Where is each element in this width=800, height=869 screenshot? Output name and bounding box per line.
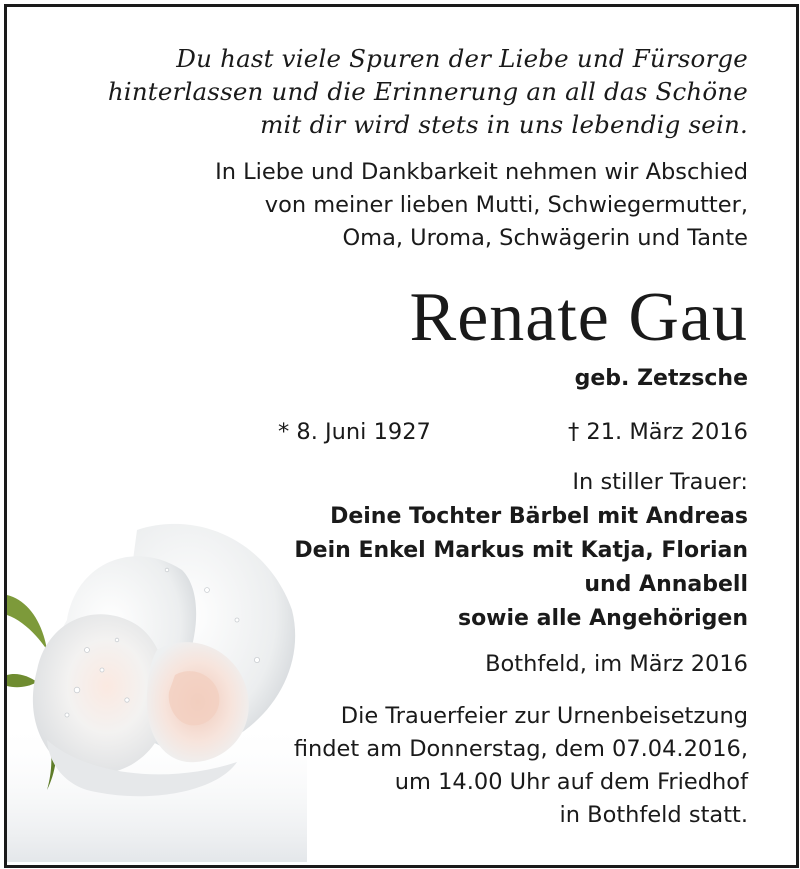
ceremony-line: in Bothfeld statt.: [559, 802, 748, 828]
mourner-line: sowie alle Angehörigen: [457, 606, 748, 631]
birth-date: * 8. Juni 1927: [278, 419, 431, 445]
mourner-line: Deine Tochter Bärbel mit Andreas: [330, 504, 748, 529]
ceremony-line: Die Trauerfeier zur Urnenbeisetzung: [340, 703, 748, 729]
place-date: Bothfeld, im März 2016: [485, 651, 748, 677]
intro-line: In Liebe und Dankbarkeit nehmen wir Abschied: [215, 159, 748, 185]
birth-name: geb. Zetzsche: [574, 366, 748, 391]
ceremony-line: findet am Donnerstag, dem 07.04.2016,: [293, 736, 748, 762]
mourning-heading: In stiller Trauer:: [572, 469, 748, 495]
mourner-line: Dein Enkel Markus mit Katja, Florian: [294, 538, 748, 563]
intro-line: Oma, Uroma, Schwägerin und Tante: [342, 225, 748, 251]
verse-line: hinterlassen und die Erinnerung an all das Schöne: [107, 77, 748, 106]
notice-border: [4, 4, 799, 868]
verse-line: Du hast viele Spuren der Liebe und Fürsorge: [176, 44, 748, 73]
mourner-line: und Annabell: [584, 572, 748, 597]
ceremony-line: um 14.00 Uhr auf dem Friedhof: [394, 769, 748, 795]
death-date: † 21. März 2016: [567, 419, 748, 445]
deceased-name: Renate Gau: [409, 279, 748, 356]
intro-line: von meiner lieben Mutti, Schwiegermutter,: [264, 192, 748, 218]
verse-line: mit dir wird stets in uns lebendig sein.: [260, 110, 748, 139]
